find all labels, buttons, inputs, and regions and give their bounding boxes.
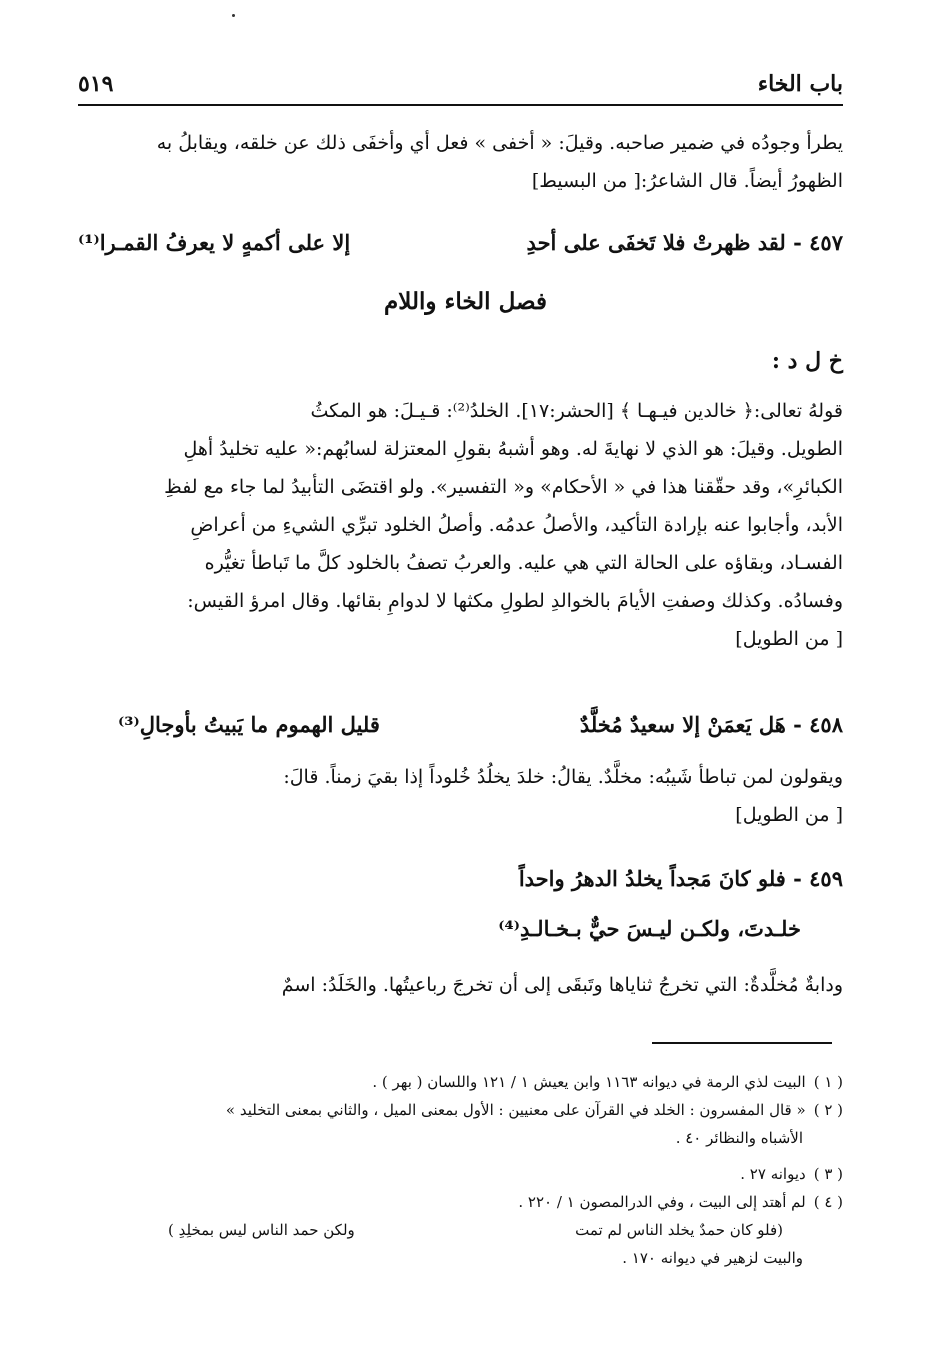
text-line: وفسادُه. وكذلك وصفتِ الأيامَ بالخوالدِ لطولِ مكثها لا لدوامِ بقائها. وقال امرؤ القيس: [187,590,843,612]
footnotes [78,1068,843,1272]
footnote-4-verse [78,1216,843,1244]
verse-first-hemistich: ٤٥٨ - هَل يَعمَنْ إلا سعيدٌ مُخلَّدٌ [579,712,843,737]
verse-second-hemistich: خلـدتَ، ولكـن ليـسَ حيٌّ بـخـالـدِ⁽⁴⁾ [498,916,801,941]
text-line: الظهورُ أيضاً. قال الشاعرُ:[ من البسيط] [531,170,843,192]
verse-first-hemistich: (فلو كان حمدٌ يخلد الناس لم تمت [575,1221,783,1239]
verse-458 [78,712,843,737]
running-header [78,64,843,106]
section-heading: فصل الخاء واللام [384,288,547,315]
footnote-2-continuation: الأشباه والنظائر ٤٠ . [675,1129,803,1147]
footnote-3 [78,1160,843,1188]
verse-first-hemistich: ٤٥٩ - فلو كانَ مَجداً يخلدُ الدهرُ واحداً [518,866,843,891]
footnote-number: ( ٤ ) [813,1193,843,1211]
footnote-1 [78,1068,843,1096]
verse-459-line1 [78,866,843,891]
text-line: الطويل. وقيلَ: هو الذي لا نهايةَ له. وهو أشبهُ بقولِ المعتزلة لسابُهم:« عليه تخليدُ أهلِ [183,438,843,460]
footnote-4-continuation: والبيت لزهير في ديوانه ١٧٠ . [622,1249,803,1267]
text-line: [ من الطويل] [735,804,843,826]
text-line: ودابةٌ مُخلَّدةٌ: التي تخرجُ ثناياها وتَبقَى إلى أن تخرجَ رباعيتُها. والخَلَدُ: اسمٌ [281,974,843,996]
verse-first-hemistich: ٤٥٧ - لقد ظهرتْ فلا تَخفَى على أحدِ [526,230,843,255]
text-line: قولهُ تعالى:﴿ خالدين فيـهـا ﴾ [الحشر:١٧]. الخلدُ⁽²⁾: قـيـلَ: هو المكثُ [310,400,843,422]
footnote-separator [652,1042,832,1044]
verse-457 [78,230,843,255]
footnote-number: ( ٣ ) [813,1165,843,1183]
chapter-title: باب الخاء [757,71,843,97]
scan-speck [232,14,235,17]
footnote-text: ديوانه ٢٧ . [740,1165,806,1183]
page-number: ٥١٩ [78,71,114,97]
verse-second-hemistich: قليل الهموم ما يَبيتُ بأوجالِ⁽³⁾ [118,712,380,737]
text-line: الأبد، وأجابوا عنه بإرادة التأكيد، والأصلُ عدمُه. وأصلُ الخلود تبرِّي الشيءِ من أعراضِ [190,514,843,536]
verse-second-hemistich: إلا على أكمهٍ لا يعرفُ القمـرا⁽¹⁾ [78,230,351,255]
last-paragraph [78,966,843,1004]
footnote-number: ( ١ ) [813,1073,843,1091]
main-paragraph [78,392,843,658]
text-line: ويقولون لمن تباطأ شَيبُه: مخلَّدٌ. يقالُ: خلدَ يخلُدُ خُلوداً إذا بقيَ زمناً. قالَ: [283,766,843,788]
text-line: الفسـاد، وبقاؤه على الحالة التي هي عليه. والعربُ تصفُ بالخلود كلَّ ما تَباطأ تغيُّره [204,552,843,574]
footnote-text: البيت لذي الرمة في ديوانه ١١٦٣ وابن يعيش ١ / ١٢١ واللسان ( بهر ) . [372,1073,806,1091]
root-heading: خ ل د : [771,348,843,374]
intro-paragraph [78,124,843,200]
footnote-2 [78,1096,843,1124]
text-line: يطرأ وجودُه في ضمير صاحبه. وقيلَ: « أخفى » فعل أي وأخفَى ذلك عن خلقه، ويقابلُ به [156,132,843,154]
footnote-4 [78,1188,843,1216]
footnote-text: لم أهتد إلى البيت ، وفي الدرالمصون ١ / ٢٢٠ . [518,1193,806,1211]
text-line: [ من الطويل] [735,628,843,650]
footnote-text: « قال المفسرون : الخلد في القرآن على معنيين : الأول بمعنى الميل ، والثاني بمعنى التخليد » [225,1101,806,1119]
text-line: الكبائرِ»، وقد حقّقنا هذا في « الأحكام» و« التفسير». ولو اقتضَى التأبيدُ لما جاء مع لفظِ [164,476,843,498]
mid-paragraph [78,758,843,834]
verse-second-hemistich: ولكن حمد الناس ليس بمخلِدِ ) [168,1221,355,1239]
footnote-number: ( ٢ ) [813,1101,843,1119]
verse-459-line2 [78,916,801,941]
